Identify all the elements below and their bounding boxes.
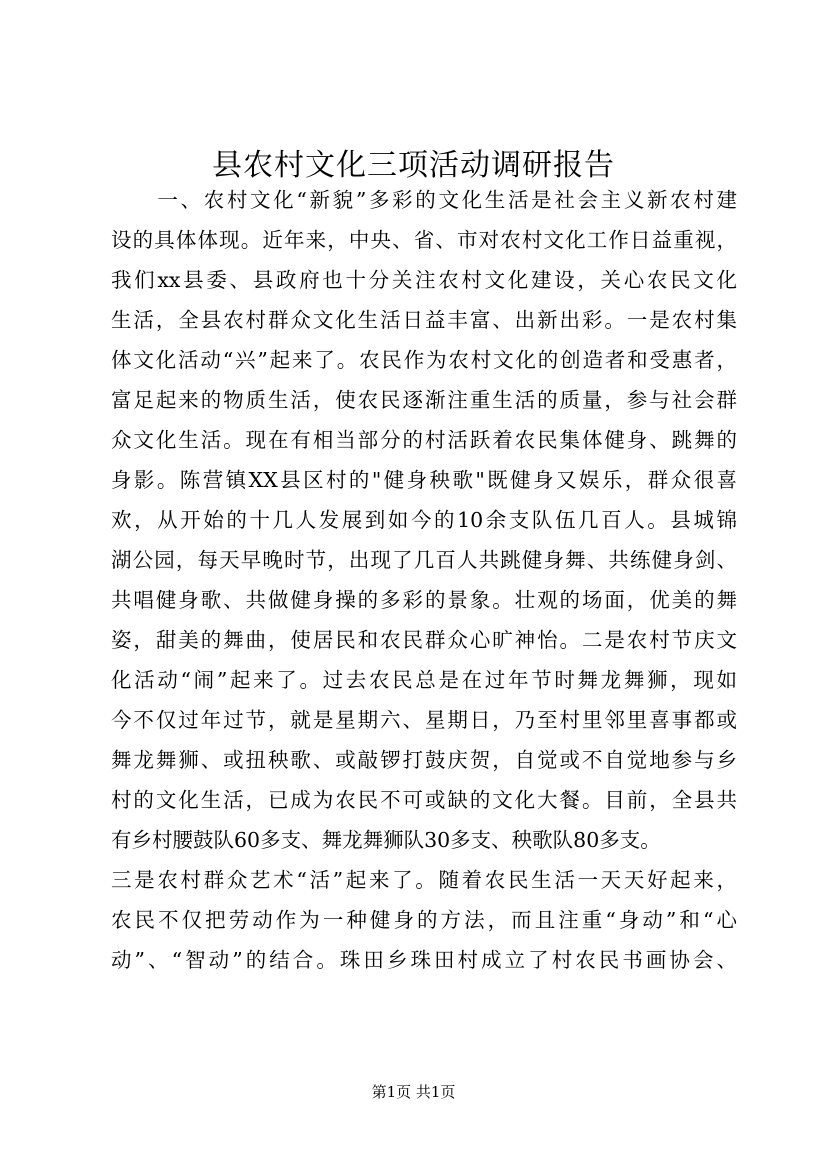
paragraph-line: 共唱健身歌、共做健身操的多彩的景象。壮观的场面，优美的舞	[111, 588, 737, 612]
paragraph-line: 生活，全县农村群众文化生活日益丰富、出新出彩。一是农村集	[111, 308, 737, 332]
paragraph-line: 身影。陈营镇XX县区村的"健身秧歌"既健身又娱乐，群众很喜	[111, 468, 737, 492]
page-footer: 第1页 共1页	[371, 1083, 456, 1101]
paragraph-line: 动”、“智动”的结合。珠田乡珠田村成立了村农民书画协会、	[111, 948, 737, 972]
paragraph-line: 众文化生活。现在有相当部分的村活跃着农民集体健身、跳舞的	[111, 428, 737, 452]
paragraph-line: 设的具体体现。近年来，中央、省、市对农村文化工作日益重视，	[111, 228, 737, 252]
paragraph-line: 一、农村文化“新貌”多彩的文化生活是社会主义新农村建	[111, 188, 737, 212]
paragraph-line: 化活动“闹”起来了。过去农民总是在过年节时舞龙舞狮，现如	[111, 668, 737, 692]
paragraph-line: 我们xx县委、县政府也十分关注农村文化建设，关心农民文化	[111, 268, 737, 292]
paragraph-line: 今不仅过年过节，就是星期六、星期日，乃至村里邻里喜事都或	[111, 708, 737, 732]
paragraph-line: 村的文化生活，已成为农民不可或缺的文化大餐。目前，全县共	[111, 788, 737, 812]
paragraph-line: 有乡村腰鼓队60多支、舞龙舞狮队30多支、秧歌队80多支。	[111, 828, 661, 852]
paragraph-line: 湖公园，每天早晚时节，出现了几百人共跳健身舞、共练健身剑、	[111, 548, 737, 572]
paragraph-line: 舞龙舞狮、或扭秧歌、或敲锣打鼓庆贺，自觉或不自觉地参与乡	[111, 748, 737, 772]
paragraph-line: 农民不仅把劳动作为一种健身的方法，而且注重“身动”和“心	[111, 908, 737, 932]
paragraph-line: 欢，从开始的十几人发展到如今的10余支队伍几百人。县城锦	[111, 508, 737, 532]
document-body	[111, 180, 737, 980]
paragraph-line: 三是农村群众艺术“活”起来了。随着农民生活一天天好起来，	[111, 868, 737, 892]
paragraph-line: 姿，甜美的舞曲，使居民和农民群众心旷神怡。二是农村节庆文	[111, 628, 737, 652]
page-title: 县农村文化三项活动调研报告	[212, 148, 615, 183]
paragraph-line: 体文化活动“兴”起来了。农民作为农村文化的创造者和受惠者，	[111, 348, 737, 372]
paragraph-line: 富足起来的物质生活，使农民逐渐注重生活的质量，参与社会群	[111, 388, 737, 412]
